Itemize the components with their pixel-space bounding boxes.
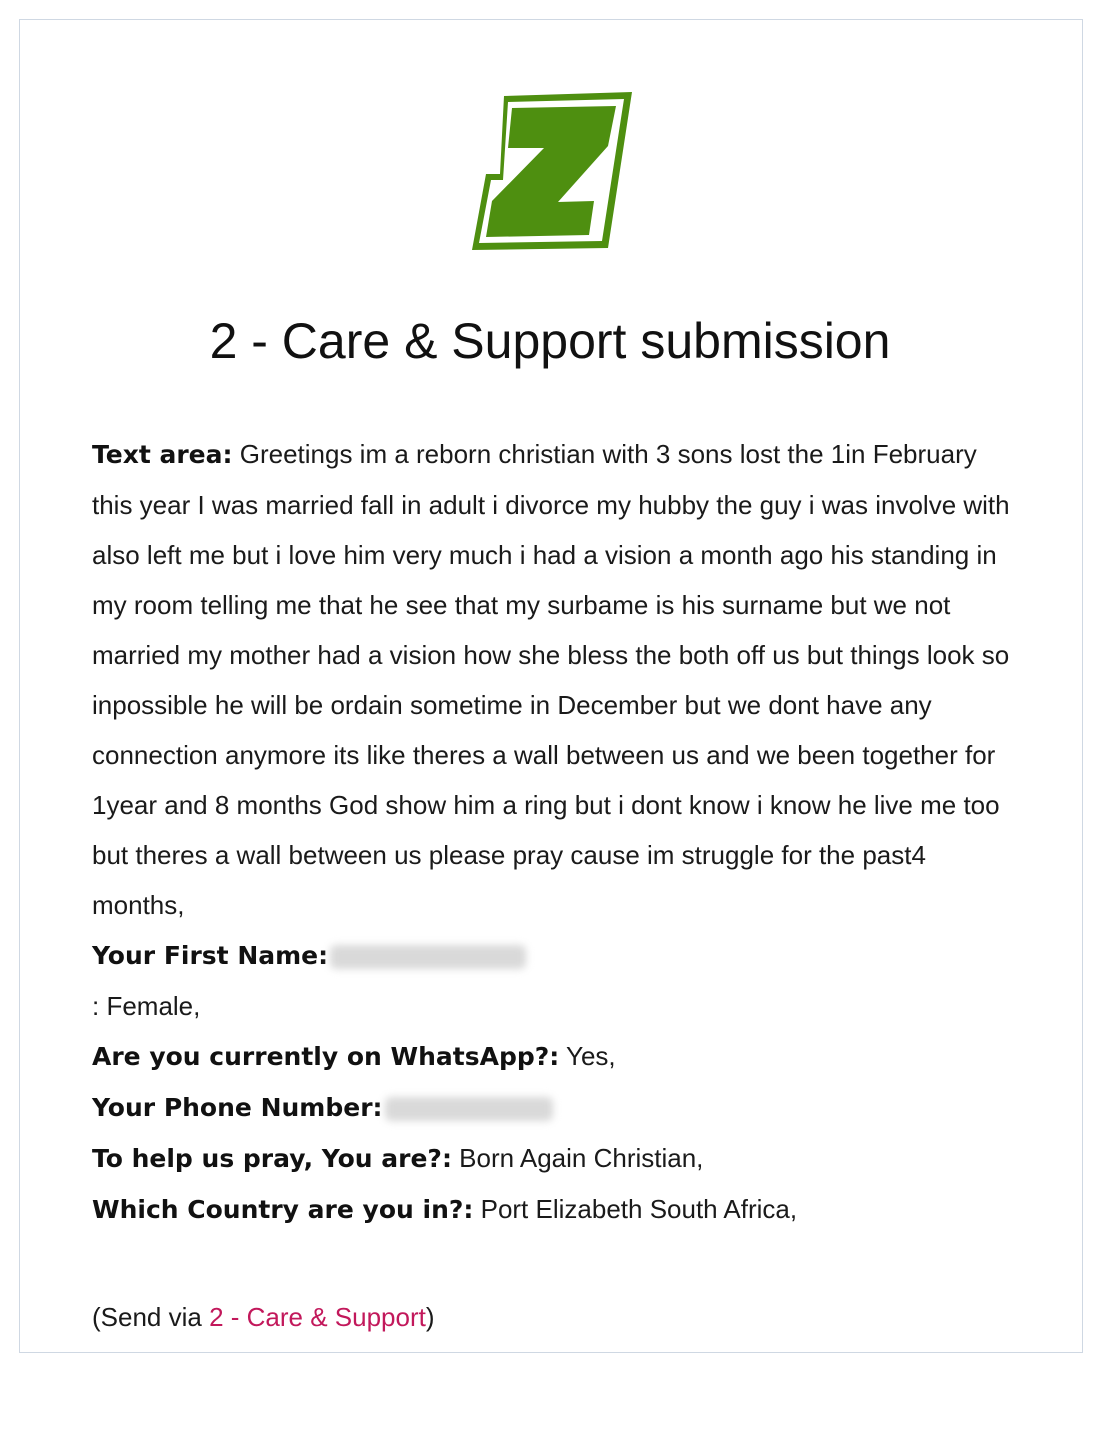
whatsapp-label: Are you currently on WhatsApp?: (92, 1042, 560, 1071)
phone-field (92, 1082, 1022, 1133)
country-field (92, 1184, 1022, 1235)
footer-note (92, 1295, 435, 1339)
page-title: 2 - Care & Support submission (209, 313, 891, 369)
footer-prefix: (Send via (92, 1302, 210, 1332)
gender-value: : Female, (92, 991, 201, 1021)
pray-value: Born Again Christian, (451, 1143, 704, 1173)
redacted-phone (385, 1097, 553, 1121)
country-label: Which Country are you in?: (92, 1195, 474, 1224)
text-area-label: Text area: (92, 440, 233, 469)
whatsapp-field (92, 1031, 1022, 1082)
first-name-field (92, 930, 1022, 981)
pray-field (92, 1133, 1022, 1184)
redacted-name (330, 945, 526, 969)
country-value: Port Elizabeth South Africa, (473, 1194, 798, 1224)
pray-label: To help us pray, You are?: (92, 1144, 452, 1173)
gender-field (92, 981, 1022, 1031)
text-area-value: Greetings im a reborn christian with 3 sons lost the 1in February this year I was married fall in adult i divorce my hubby the guy i was involve with also left me but i love him very much i had a vision a month ago his standing in my room telling me that he see that my surbame is his surname but we not married my mother had a vision how she bless the both off us but things look so inpossible he will be ordain sometime in December but we dont have any connection anymore its like theres a wall between us and we been together for 1year and 8 months God show him a ring but i dont know i know he live me too but theres a wall between us please pray cause im struggle for the past4 months, (92, 439, 1010, 920)
footer-suffix: ) (425, 1302, 435, 1332)
text-area-field (92, 429, 1022, 930)
phone-label: Your Phone Number: (92, 1093, 383, 1122)
submission-details (92, 429, 1022, 1235)
z-logo-icon (470, 90, 634, 252)
whatsapp-value: Yes, (559, 1041, 616, 1071)
first-name-label: Your First Name: (92, 941, 329, 970)
care-support-link[interactable]: 2 - Care & Support (209, 1302, 426, 1332)
